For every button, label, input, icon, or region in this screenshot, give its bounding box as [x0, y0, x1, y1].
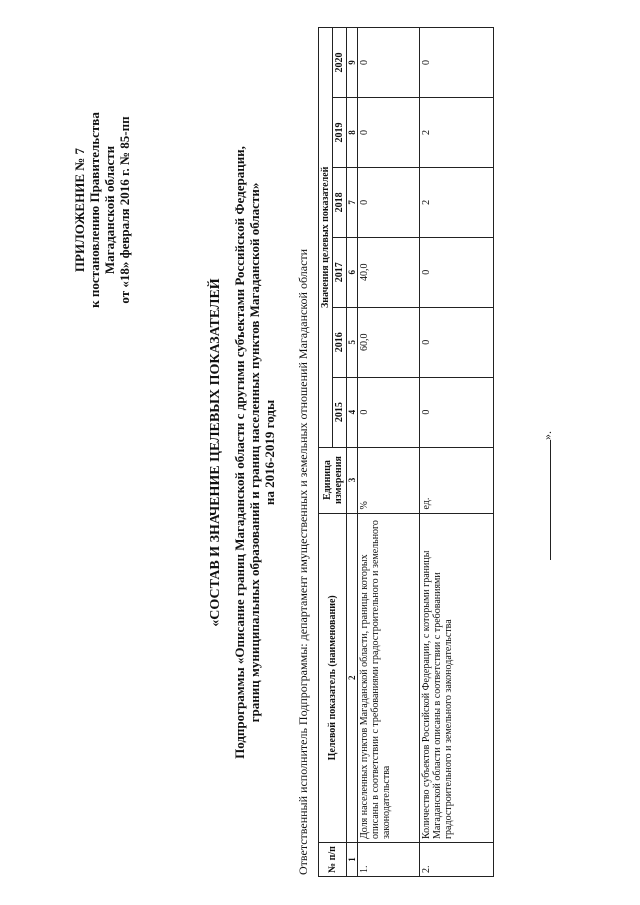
responsible-executor: Ответственный исполнитель Подпрограммы: департамент имущественных и земельных отношений Магаданской области: [296, 248, 310, 875]
column-number: 3: [347, 447, 358, 513]
subtitle-line: на 2016-2019 годы: [262, 399, 277, 506]
column-number: 4: [347, 377, 358, 447]
closing-underline: [550, 440, 551, 560]
column-number: 7: [347, 167, 358, 237]
row-value: 2: [420, 167, 494, 237]
header-num: № п/п: [319, 843, 347, 877]
appendix-block: [72, 60, 132, 360]
header-year: 2020: [333, 28, 347, 98]
header-unit: Единица измерения: [319, 447, 347, 513]
column-number: 8: [347, 98, 358, 168]
subtitle-line: границ муниципальных образований и границ населенных пунктов Магаданской области»: [247, 182, 262, 723]
header-year: 2017: [333, 237, 347, 307]
appendix-line: от «18» февраля 2016 г. № 85-пп: [117, 116, 132, 304]
row-num: 1.: [358, 843, 420, 877]
column-number: 5: [347, 307, 358, 377]
column-number: 6: [347, 237, 358, 307]
appendix-heading: ПРИЛОЖЕНИЕ № 7: [72, 147, 87, 273]
header-year: 2016: [333, 307, 347, 377]
table-row: [358, 28, 420, 877]
header-year: 2015: [333, 377, 347, 447]
row-value: 0: [358, 98, 420, 168]
column-number: 1: [347, 843, 358, 877]
indicators-table: [318, 27, 494, 877]
closing-text: ».: [540, 431, 554, 440]
header-values: Значения целевых показателей: [319, 28, 333, 448]
row-value: 40,0: [358, 237, 420, 307]
header-indicator: Целевой показатель (наименование): [319, 513, 347, 843]
row-value: 0: [420, 307, 494, 377]
row-indicator: Количество субъектов Российской Федерации, с которыми границы Магаданской области описаны в соответствии с требованиями градостроительного и земельного законодательства: [420, 513, 494, 843]
row-unit: %: [358, 447, 420, 513]
row-value: 60,0: [358, 307, 420, 377]
row-value: 0: [420, 237, 494, 307]
column-number-row: [347, 28, 358, 877]
header-year: 2018: [333, 167, 347, 237]
row-num: 2.: [420, 843, 494, 877]
closing-mark: [540, 431, 555, 560]
row-value: 0: [358, 28, 420, 98]
row-unit: ед.: [420, 447, 494, 513]
appendix-line: к постановлению Правительства: [87, 112, 102, 308]
appendix-line: Магаданской области: [102, 145, 117, 275]
row-value: 0: [420, 377, 494, 447]
row-value: 0: [420, 28, 494, 98]
row-value: 2: [420, 98, 494, 168]
row-value: 0: [358, 377, 420, 447]
subtitle-line: Подпрограммы «Описание границ Магаданской области с другими субъектами Российской Федерации,: [232, 146, 247, 759]
document-subtitle: [232, 0, 277, 905]
column-number: 2: [347, 513, 358, 843]
table-row: [420, 28, 494, 877]
column-number: 9: [347, 28, 358, 98]
document-title: «СОСТАВ И ЗНАЧЕНИЕ ЦЕЛЕВЫХ ПОКАЗАТЕЛЕЙ: [208, 278, 223, 627]
header-year: 2019: [333, 98, 347, 168]
row-indicator: Доля населенных пунктов Магаданской области, границы которых описаны в соответствии с требованиями градостроительного и земельного законодательства: [358, 513, 420, 843]
row-value: 0: [358, 167, 420, 237]
